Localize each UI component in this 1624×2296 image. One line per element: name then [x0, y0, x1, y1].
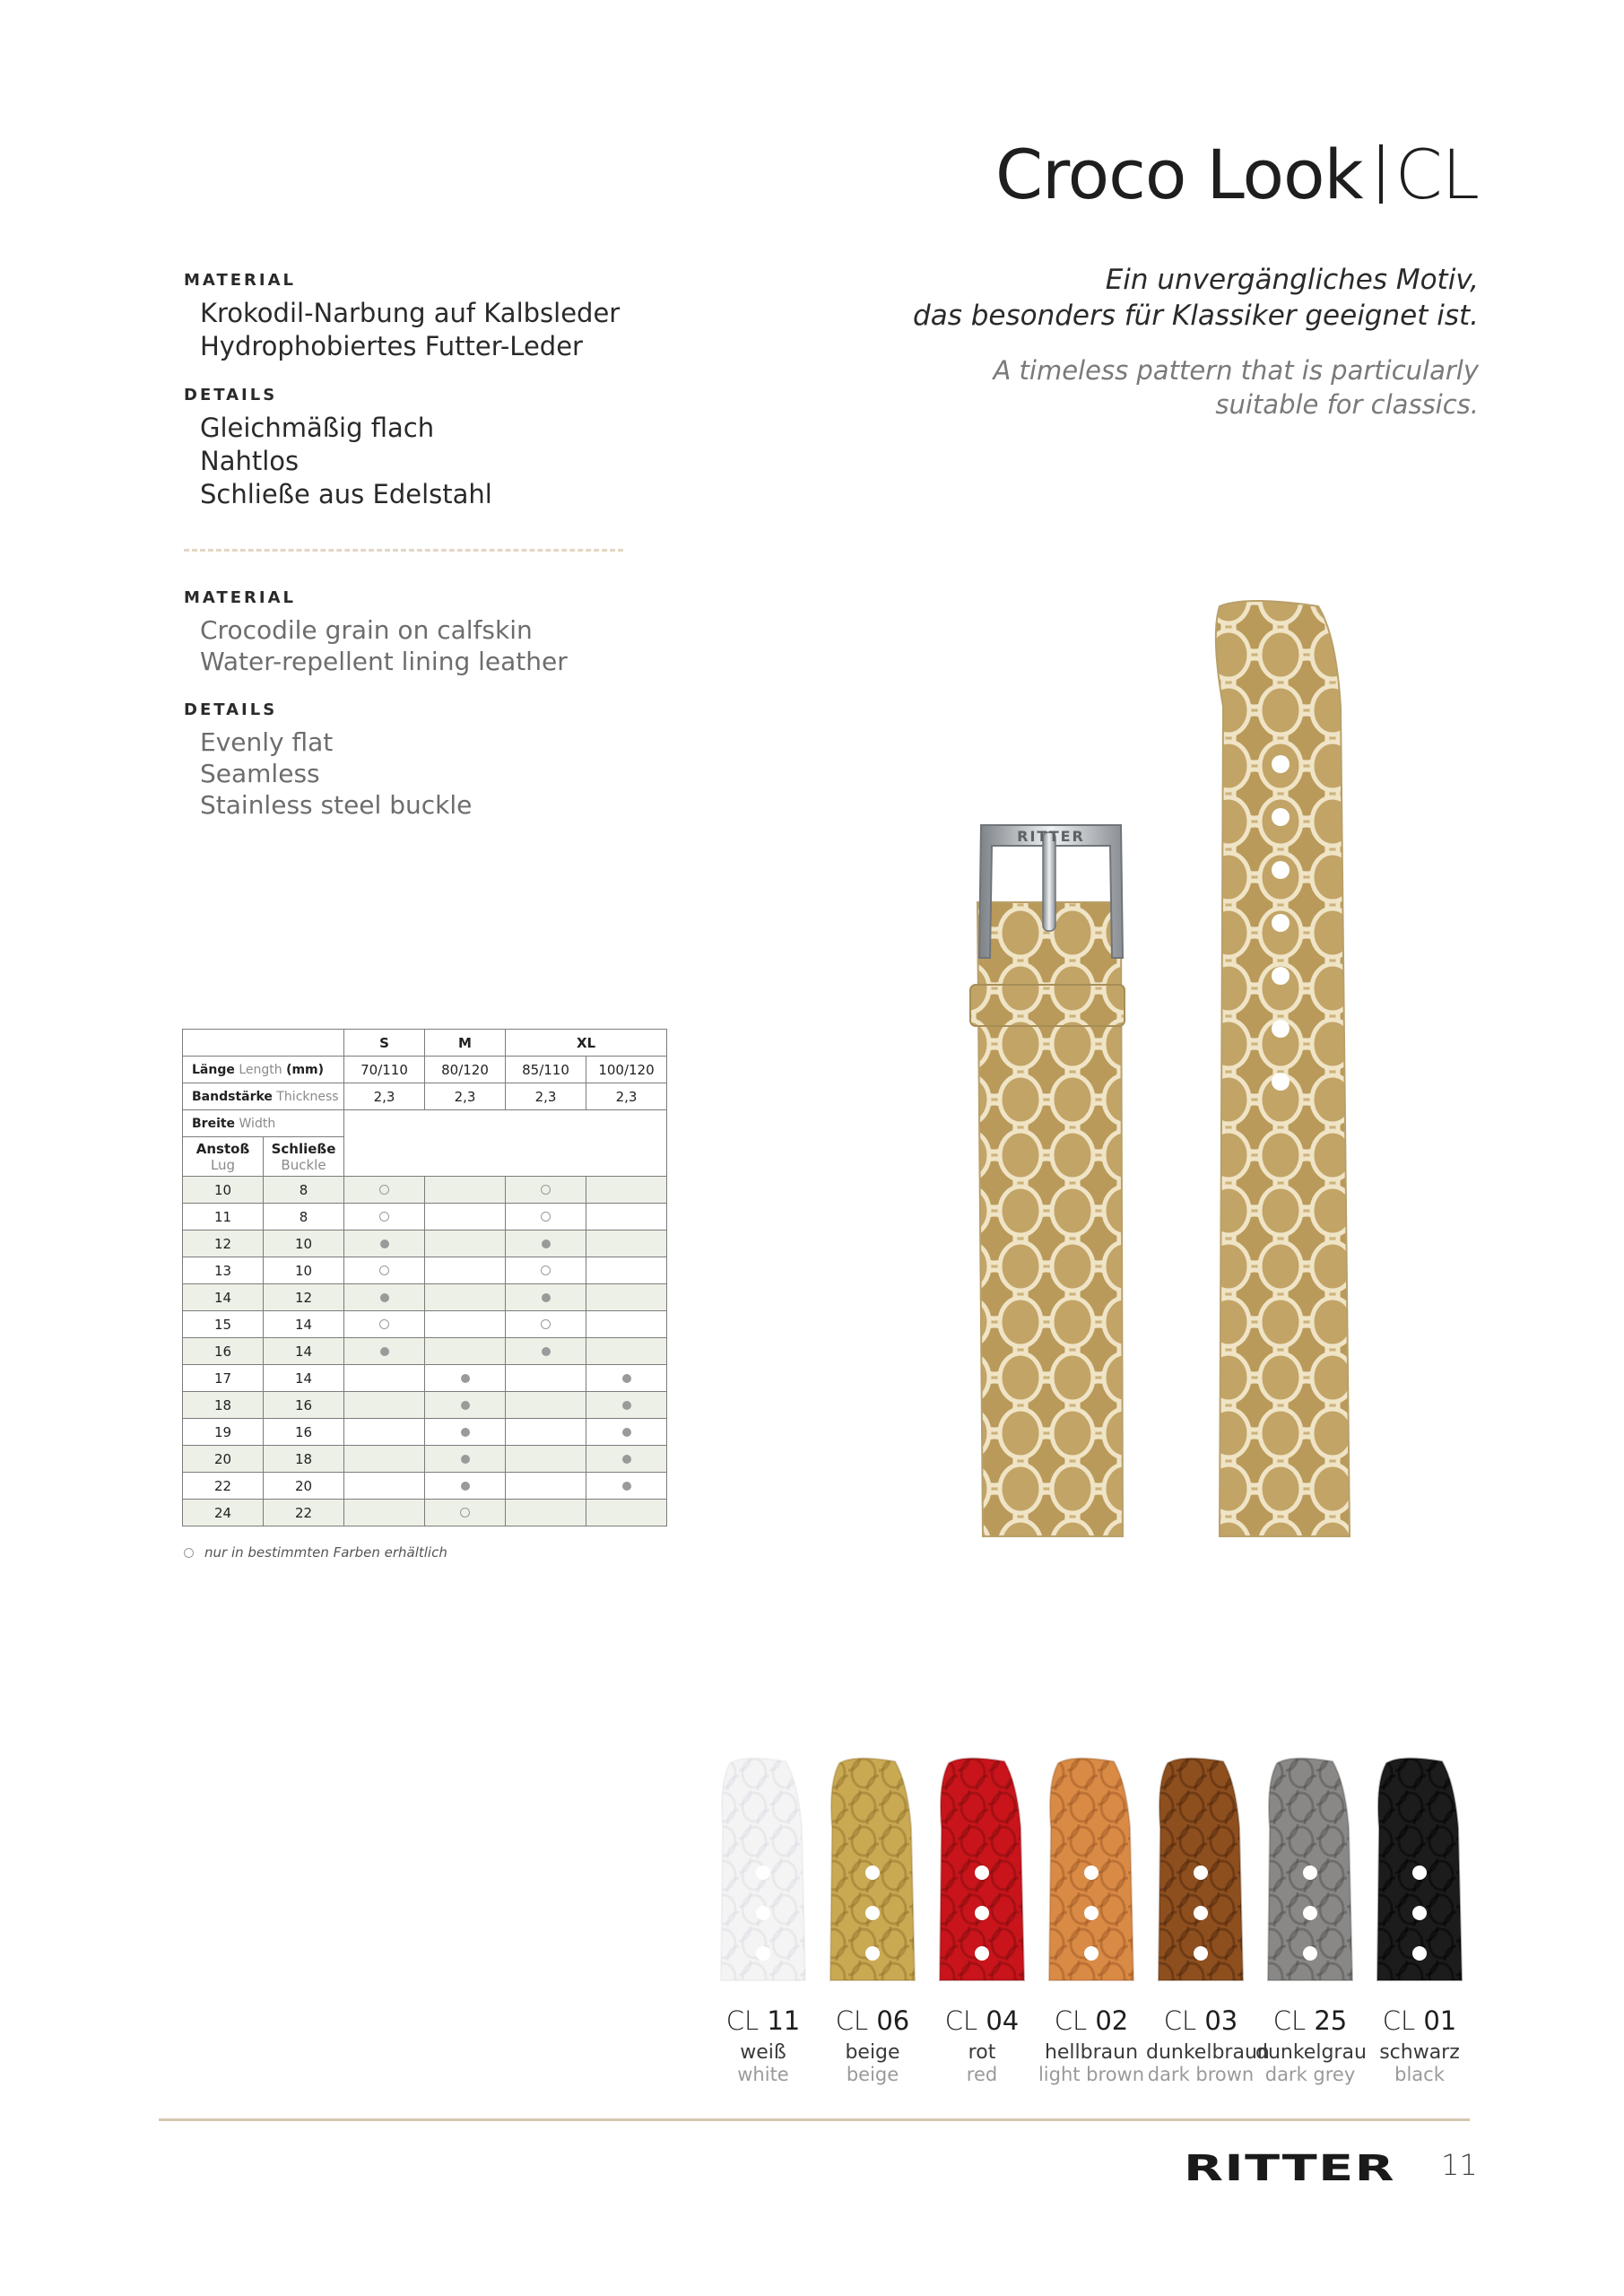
table-legend: nur in bestimmten Farben erhältlich: [184, 1544, 447, 1561]
length-value: 100/120: [586, 1057, 667, 1083]
details-line: Gleichmäßig flach: [200, 413, 435, 443]
specs-en: [184, 588, 568, 821]
title-code: CL: [1394, 135, 1479, 214]
variant-name-en: dark grey: [1264, 2064, 1356, 2085]
buckle-header: Schließe Buckle: [264, 1137, 344, 1177]
availability-cell: [344, 1392, 425, 1419]
size-row: [183, 1473, 667, 1500]
availability-cell: [425, 1231, 506, 1257]
availability-cell: [506, 1419, 586, 1446]
lug-value: 15: [183, 1311, 264, 1338]
details-line: Schließe aus Edelstahl: [200, 479, 492, 509]
lug-value: 10: [183, 1177, 264, 1204]
width-row: [183, 1110, 667, 1137]
availability-cell: [344, 1257, 425, 1284]
intro: [913, 262, 1479, 422]
availability-cell: [425, 1257, 506, 1284]
footer-line: [159, 2118, 1470, 2121]
availability-cell: [586, 1231, 667, 1257]
availability-cell: [586, 1284, 667, 1311]
size-rows: [183, 1177, 667, 1526]
availability-cell: [344, 1338, 425, 1365]
filled-dot-icon: [461, 1482, 470, 1491]
availability-cell: [506, 1231, 586, 1257]
size-row: [183, 1204, 667, 1231]
size-row: [183, 1231, 667, 1257]
availability-cell: [425, 1338, 506, 1365]
strap-swatch-image: [1037, 1756, 1146, 1982]
details-line: Stainless steel buckle: [200, 790, 473, 820]
availability-cell: [506, 1500, 586, 1526]
buckle-value: 10: [264, 1257, 344, 1284]
variant-code: CL 02: [1054, 2005, 1129, 2036]
thickness-row: [183, 1083, 667, 1110]
specs-de: [184, 271, 620, 511]
buckle-value: 8: [264, 1204, 344, 1231]
availability-cell: [425, 1365, 506, 1392]
details-line: Seamless: [200, 759, 320, 788]
availability-cell: [344, 1284, 425, 1311]
availability-cell: [344, 1204, 425, 1231]
lug-value: 20: [183, 1446, 264, 1473]
page-number: 11: [1441, 2148, 1478, 2182]
availability-cell: [586, 1311, 667, 1338]
open-circle-icon: [379, 1319, 389, 1329]
variant-code: CL 01: [1382, 2005, 1457, 2036]
short-strap: [970, 902, 1125, 1536]
availability-cell: [344, 1365, 425, 1392]
details-line: Nahtlos: [200, 446, 300, 476]
thickness-value: 2,3: [425, 1083, 506, 1110]
filled-dot-icon: [380, 1347, 389, 1356]
open-circle-icon: [541, 1185, 551, 1195]
section-divider: [184, 549, 623, 552]
thickness-value: 2,3: [344, 1083, 425, 1110]
variant-cl-03: [1146, 1756, 1270, 2085]
buckle-value: 20: [264, 1473, 344, 1500]
variant-cl-02: [1037, 1756, 1146, 2085]
variant-name-en: red: [966, 2064, 998, 2085]
size-row: [183, 1392, 667, 1419]
open-circle-icon: [541, 1265, 551, 1275]
size-header-row: [183, 1030, 667, 1057]
availability-cell: [506, 1338, 586, 1365]
variant-name-en: black: [1394, 2064, 1445, 2085]
title-text: Croco Look: [994, 135, 1363, 214]
thickness-label: Bandstärke Thickness: [183, 1083, 344, 1110]
variant-name-en: white: [737, 2064, 789, 2085]
strap-swatch-image: [927, 1756, 1037, 1982]
size-m: M: [425, 1030, 506, 1057]
availability-cell: [425, 1392, 506, 1419]
ritter-logo: [1184, 2148, 1399, 2187]
variant-name-de: dunkelgrau: [1255, 2041, 1367, 2064]
variant-cl-04: [927, 1756, 1037, 2085]
availability-cell: [344, 1473, 425, 1500]
length-label: Länge Length (mm): [183, 1057, 344, 1083]
buckle-value: 14: [264, 1365, 344, 1392]
availability-cell: [506, 1177, 586, 1204]
filled-dot-icon: [461, 1455, 470, 1464]
buckle-value: 8: [264, 1177, 344, 1204]
page-title: [995, 135, 1479, 214]
availability-cell: [425, 1311, 506, 1338]
open-circle-icon: [541, 1319, 551, 1329]
empty-cell: [344, 1110, 667, 1177]
open-circle-icon: [184, 1548, 194, 1558]
availability-cell: [586, 1204, 667, 1231]
strap-swatch-image: [1146, 1756, 1255, 1982]
variant-code: CL 06: [835, 2005, 910, 2036]
availability-cell: [586, 1177, 667, 1204]
lug-value: 12: [183, 1231, 264, 1257]
lug-value: 17: [183, 1365, 264, 1392]
intro-de-line: das besonders für Klassiker geeignet ist.: [913, 300, 1479, 332]
lug-value: 13: [183, 1257, 264, 1284]
width-label: Breite Width: [183, 1110, 344, 1137]
variant-name-de: weiß: [740, 2041, 786, 2064]
buckle-value: 14: [264, 1311, 344, 1338]
empty-cell: [183, 1030, 344, 1057]
buckle-value: 14: [264, 1338, 344, 1365]
variant-code: CL 04: [944, 2005, 1020, 2036]
availability-cell: [506, 1204, 586, 1231]
variant-name-en: dark brown: [1147, 2064, 1255, 2085]
variant-name-de: beige: [845, 2041, 900, 2064]
availability-cell: [506, 1284, 586, 1311]
open-circle-icon: [460, 1508, 470, 1518]
availability-cell: [344, 1446, 425, 1473]
availability-cell: [586, 1257, 667, 1284]
open-circle-icon: [541, 1212, 551, 1222]
filled-dot-icon: [622, 1401, 631, 1410]
filled-dot-icon: [542, 1347, 551, 1356]
buckle-brand: RITTER: [1017, 828, 1085, 845]
filled-dot-icon: [622, 1374, 631, 1383]
availability-cell: [425, 1204, 506, 1231]
filled-dot-icon: [622, 1455, 631, 1464]
size-row: [183, 1311, 667, 1338]
variant-cl-01: [1365, 1756, 1474, 2085]
details-line: Evenly flat: [200, 727, 334, 757]
filled-dot-icon: [622, 1482, 631, 1491]
availability-cell: [425, 1177, 506, 1204]
availability-cell: [506, 1311, 586, 1338]
size-table: [182, 1029, 667, 1526]
details-label: DETAILS: [184, 386, 278, 404]
size-row: [183, 1365, 667, 1392]
size-s: S: [344, 1030, 425, 1057]
availability-cell: [586, 1338, 667, 1365]
availability-cell: [586, 1419, 667, 1446]
variant-name-en: beige: [846, 2064, 899, 2085]
availability-cell: [425, 1419, 506, 1446]
length-row: [183, 1057, 667, 1083]
buckle-value: 22: [264, 1500, 344, 1526]
variant-cl-25: [1255, 1756, 1365, 2085]
availability-cell: [586, 1473, 667, 1500]
availability-cell: [425, 1473, 506, 1500]
strap-swatch-image: [1365, 1756, 1474, 1982]
thickness-value: 2,3: [586, 1083, 667, 1110]
lug-value: 24: [183, 1500, 264, 1526]
availability-cell: [586, 1365, 667, 1392]
availability-cell: [586, 1392, 667, 1419]
lug-value: 19: [183, 1419, 264, 1446]
variant-name-de: rot: [968, 2041, 996, 2064]
availability-cell: [506, 1473, 586, 1500]
filled-dot-icon: [380, 1239, 389, 1248]
availability-cell: [506, 1257, 586, 1284]
lug-value: 18: [183, 1392, 264, 1419]
availability-cell: [586, 1446, 667, 1473]
intro-en-line: A timeless pattern that is particularly: [993, 355, 1479, 386]
availability-cell: [506, 1365, 586, 1392]
material-label: MATERIAL: [184, 271, 296, 290]
size-row: [183, 1500, 667, 1526]
variant-cl-06: [818, 1756, 927, 2085]
variant-name-de: schwarz: [1379, 2041, 1460, 2064]
filled-dot-icon: [461, 1374, 470, 1383]
size-row: [183, 1338, 667, 1365]
lug-header: Anstoß Lug: [183, 1137, 264, 1177]
buckle-value: 16: [264, 1419, 344, 1446]
buckle-value: 10: [264, 1231, 344, 1257]
filled-dot-icon: [380, 1293, 389, 1302]
filled-dot-icon: [461, 1428, 470, 1437]
lug-value: 11: [183, 1204, 264, 1231]
variant-name-de: hellbraun: [1044, 2041, 1139, 2064]
size-row: [183, 1446, 667, 1473]
lug-value: 22: [183, 1473, 264, 1500]
availability-cell: [344, 1231, 425, 1257]
availability-cell: [425, 1446, 506, 1473]
availability-cell: [586, 1500, 667, 1526]
material-line: Hydrophobiertes Futter-Leder: [200, 331, 583, 361]
material-line: Crocodile grain on calfskin: [200, 615, 533, 645]
strap-swatch-image: [818, 1756, 927, 1982]
intro-de-line: Ein unvergängliches Motiv,: [1105, 264, 1479, 296]
size-xl: XL: [506, 1030, 667, 1057]
material-line: Water-repellent lining leather: [200, 647, 568, 676]
variant-name-en: light brown: [1038, 2064, 1145, 2085]
long-strap: [1216, 601, 1350, 1536]
size-row: [183, 1177, 667, 1204]
hero-strap-image: [968, 599, 1363, 1550]
buckle-value: 16: [264, 1392, 344, 1419]
availability-cell: [506, 1446, 586, 1473]
size-row: [183, 1257, 667, 1284]
filled-dot-icon: [542, 1239, 551, 1248]
logo-text: RITTER: [1184, 2148, 1395, 2187]
length-value: 80/120: [425, 1057, 506, 1083]
lug-value: 16: [183, 1338, 264, 1365]
availability-cell: [344, 1419, 425, 1446]
variant-cl-11: [708, 1756, 818, 2085]
thickness-value: 2,3: [506, 1083, 586, 1110]
variant-name-de: dunkelbraun: [1146, 2041, 1270, 2064]
size-row: [183, 1284, 667, 1311]
open-circle-icon: [379, 1185, 389, 1195]
availability-cell: [344, 1500, 425, 1526]
material-line: Krokodil-Narbung auf Kalbsleder: [200, 298, 621, 328]
title-divider: [1379, 144, 1383, 204]
length-value: 85/110: [506, 1057, 586, 1083]
availability-cell: [506, 1392, 586, 1419]
strap-swatch-image: [1255, 1756, 1365, 1982]
size-row: [183, 1419, 667, 1446]
buckle-value: 18: [264, 1446, 344, 1473]
variant-code: CL 11: [725, 2005, 801, 2036]
length-value: 70/110: [344, 1057, 425, 1083]
strap-swatch-image: [708, 1756, 818, 1982]
buckle-value: 12: [264, 1284, 344, 1311]
variant-code: CL 03: [1163, 2005, 1238, 2036]
filled-dot-icon: [461, 1401, 470, 1410]
variant-code: CL 25: [1272, 2005, 1348, 2036]
availability-cell: [344, 1177, 425, 1204]
availability-cell: [425, 1500, 506, 1526]
lug-value: 14: [183, 1284, 264, 1311]
availability-cell: [425, 1284, 506, 1311]
material-label: MATERIAL: [184, 588, 296, 607]
details-label: DETAILS: [184, 700, 278, 719]
open-circle-icon: [379, 1212, 389, 1222]
intro-en-line: suitable for classics.: [1215, 389, 1479, 420]
open-circle-icon: [379, 1265, 389, 1275]
filled-dot-icon: [622, 1428, 631, 1437]
availability-cell: [344, 1311, 425, 1338]
filled-dot-icon: [542, 1293, 551, 1302]
